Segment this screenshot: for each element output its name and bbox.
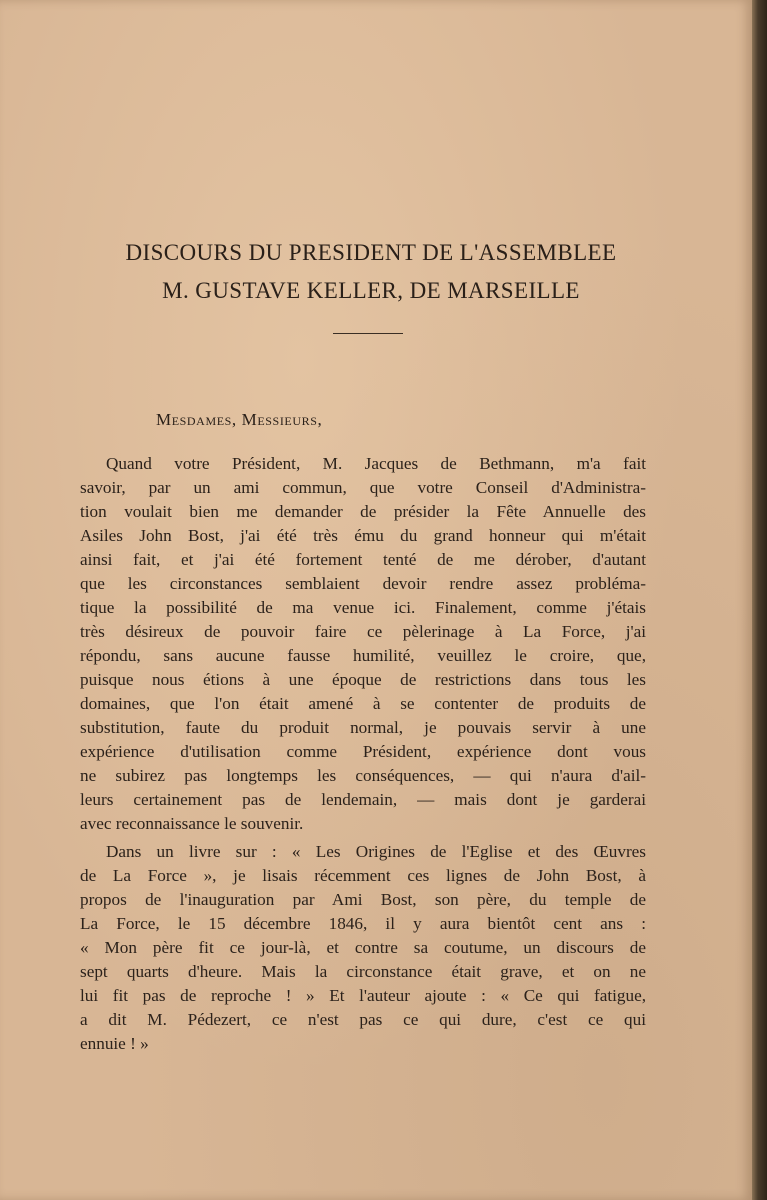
text-line: très désireux de pouvoir faire ce pèlerinage à La Force, j'ai	[80, 622, 646, 641]
text-line: sept quarts d'heure. Mais la circonstance était grave, et on ne	[80, 962, 646, 981]
text-line: Quand votre Président, M. Jacques de Bethmann, m'a fait	[106, 454, 646, 473]
text-line: ne subirez pas longtemps les conséquences, — qui n'aura d'ail-	[80, 766, 646, 785]
text-line: substitution, faute du produit normal, je pouvais servir à une	[80, 718, 646, 737]
text-line: que les circonstances semblaient devoir rendre assez probléma-	[80, 574, 646, 593]
text-line: La Force, le 15 décembre 1846, il y aura bientôt cent ans :	[80, 914, 646, 933]
text-line: Dans un livre sur : « Les Origines de l'Eglise et des Œuvres	[106, 842, 646, 861]
text-line: ennuie ! »	[80, 1034, 149, 1053]
title-divider	[333, 333, 403, 334]
text-line: puisque nous étions à une époque de restrictions dans tous les	[80, 670, 646, 689]
text-line: tion voulait bien me demander de présider la Fête Annuelle des	[80, 502, 646, 521]
text-line: avec reconnaissance le souvenir.	[80, 814, 304, 833]
text-line: « Mon père fit ce jour-là, et contre sa coutume, un discours de	[80, 938, 646, 957]
heading-line-2: M. GUSTAVE KELLER, DE MARSEILLE	[162, 278, 580, 303]
text-line: savoir, par un ami commun, que votre Conseil d'Administra-	[80, 478, 646, 497]
heading-line-1: DISCOURS DU PRESIDENT DE L'ASSEMBLEE	[125, 240, 617, 265]
text-line: tique la possibilité de ma venue ici. Finalement, comme j'étais	[80, 598, 646, 617]
text-line: Asiles John Bost, j'ai été très ému du grand honneur qui m'était	[80, 526, 646, 545]
text-line: propos de l'inauguration par Ami Bost, son père, du temple de	[80, 890, 646, 909]
text-line: répondu, sans aucune fausse humilité, veuillez le croire, que,	[80, 646, 646, 665]
text-line: lui fit pas de reproche ! » Et l'auteur ajoute : « Ce qui fatigue,	[80, 986, 646, 1005]
text-line: de La Force », je lisais récemment ces lignes de John Bost, à	[80, 866, 646, 885]
text-line: ainsi fait, et j'ai été fortement tenté de me dérober, d'autant	[80, 550, 646, 569]
text-line: domaines, que l'on était amené à se contenter de produits de	[80, 694, 646, 713]
salutation: Mesdames, Messieurs,	[156, 410, 323, 429]
text-line: expérience d'utilisation comme Président, expérience dont vous	[80, 742, 646, 761]
book-binding-edge	[752, 0, 767, 1200]
text-line: a dit M. Pédezert, ce n'est pas ce qui dure, c'est ce qui	[80, 1010, 646, 1029]
text-line: leurs certainement pas de lendemain, — mais dont je garderai	[80, 790, 646, 809]
